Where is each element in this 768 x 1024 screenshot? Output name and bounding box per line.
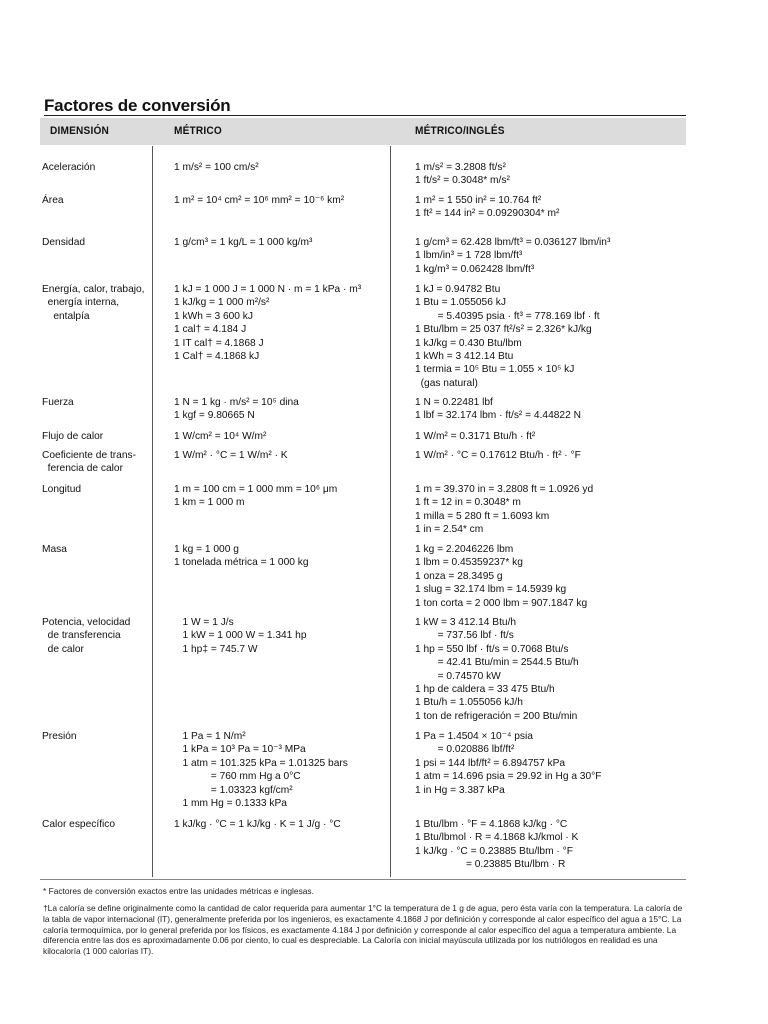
table-header (40, 118, 686, 145)
metric-english-cell: 1 Btu/lbm · °F = 4.1868 kJ/kg · °C 1 Btu/lbmol · R = 4.1868 kJ/kmol · K 1 kJ/kg · °C = 0.23885 Btu/lbm · °F = 0.23885 Btu/lbm · R (415, 819, 579, 871)
metric-cell: 1 m/s² = 100 cm/s² (174, 162, 259, 173)
column-divider-1 (152, 146, 153, 877)
dimension-cell: Aceleración (42, 162, 96, 173)
dimension-cell: Presión (42, 731, 77, 742)
metric-english-cell: 1 g/cm³ = 62.428 lbm/ft³ = 0.036127 lbm/in³ 1 lbm/in³ = 1 728 lbm/ft³ 1 kg/m³ = 0.062428 lbm/ft³ (415, 237, 611, 275)
metric-cell: 1 Pa = 1 N/m² 1 kPa = 10³ Pa = 10⁻³ MPa 1 atm = 101.325 kPa = 1.01325 bars = 760 mm Hg a 0°C = 1.03323 kgf/cm² 1 mm Hg = 0.1333 kPa (182, 731, 348, 810)
metric-english-cell: 1 m = 39.370 in = 3.2808 ft = 1.0926 yd 1 ft = 12 in = 0.3048* m 1 milla = 5 280 ft = 1.6093 km 1 in = 2.54* cm (415, 484, 594, 536)
metric-cell: 1 W/cm² = 10⁴ W/m² (174, 431, 267, 442)
title-rule (44, 115, 686, 116)
metric-english-cell: 1 N = 0.22481 lbf 1 lbf = 32.174 lbm · ft/s² = 4.44822 N (415, 397, 581, 422)
header-dimension: DIMENSIÓN (50, 125, 110, 137)
metric-english-cell: 1 m/s² = 3.2808 ft/s² 1 ft/s² = 0.3048* m/s² (415, 162, 510, 187)
header-metric: MÉTRICO (174, 125, 222, 137)
metric-cell: 1 g/cm³ = 1 kg/L = 1 000 kg/m³ (174, 237, 313, 248)
footnote-exact: * Factores de conversión exactos entre las unidades métricas e inglesas. (43, 886, 314, 896)
dimension-cell: Flujo de calor (42, 431, 104, 442)
metric-english-cell: 1 kJ = 0.94782 Btu 1 Btu = 1.055056 kJ = 5.40395 psia · ft³ = 778.169 lbf · ft 1 Btu/lbm = 25 037 ft²/s² = 2.326* kJ/kg 1 kJ/kg = 0.430 Btu/lbm 1 kWh = 3 412.14 Btu 1 termia = 10⁵ Btu = 1.055 × 10⁵ kJ (gas natural) (415, 284, 600, 389)
dimension-cell: Coeficiente de trans- ferencia de calor (42, 450, 137, 475)
dimension-cell: Potencia, velocidad de transferencia de calor (42, 617, 131, 655)
dimension-cell: Longitud (42, 484, 82, 495)
metric-cell: 1 m² = 10⁴ cm² = 10⁶ mm² = 10⁻⁶ km² (174, 195, 345, 206)
dimension-cell: Calor específico (42, 819, 116, 830)
dimension-cell: Masa (42, 544, 67, 555)
metric-cell: 1 kJ/kg · °C = 1 kJ/kg · K = 1 J/g · °C (174, 819, 341, 830)
dimension-cell: Energía, calor, trabajo, energía interna, entalpía (42, 284, 145, 322)
metric-english-cell: 1 W/m² = 0.3171 Btu/h · ft² (415, 431, 536, 442)
metric-english-cell: 1 kW = 3 412.14 Btu/h = 737.56 lbf · ft/s 1 hp = 550 lbf · ft/s = 0.7068 Btu/s = 42.41 Btu/min = 2544.5 Btu/h = 0.74570 kW 1 hp de caldera = 33 475 Btu/h 1 Btu/h = 1.055056 kJ/h 1 ton de refrigeración = 200 Btu/min (415, 617, 579, 722)
page-title: Factores de conversión (44, 96, 231, 115)
table-bottom-rule (40, 879, 686, 880)
metric-cell: 1 N = 1 kg · m/s² = 10⁵ dina 1 kgf = 9.80665 N (174, 397, 299, 422)
metric-english-cell: 1 m² = 1 550 in² = 10.764 ft² 1 ft² = 144 in² = 0.09290304* m² (415, 195, 560, 220)
metric-cell: 1 kg = 1 000 g 1 tonelada métrica = 1 000 kg (174, 544, 309, 569)
column-divider-2 (390, 146, 391, 877)
metric-english-cell: 1 Pa = 1.4504 × 10⁻⁴ psia = 0.020886 lbf/ft² 1 psi = 144 lbf/ft² = 6.894757 kPa 1 atm = 14.696 psia = 29.92 in Hg a 30°F 1 in Hg = 3.387 kPa (415, 731, 602, 796)
dimension-cell: Fuerza (42, 397, 74, 408)
metric-cell: 1 m = 100 cm = 1 000 mm = 10⁶ μm 1 km = 1 000 m (174, 484, 338, 509)
header-metric-english: MÉTRICO/INGLÉS (415, 125, 505, 137)
metric-cell: 1 kJ = 1 000 J = 1 000 N · m = 1 kPa · m³ 1 kJ/kg = 1 000 m²/s² 1 kWh = 3 600 kJ 1 cal† = 4.184 J 1 IT cal† = 4.1868 J 1 Cal† = 4.1868 kJ (174, 284, 362, 363)
footnote-calorie: †La caloría se define originalmente como la cantidad de calor requerida para aumentar 1°C la temperatura de 1 g de agua, pero ésta varía con la temperatura. La caloría de la tabla de vapor internacional (IT), generalmente preferida por los ingenieros, es exactamente 4.1868 J por definición y corresponde al calor específico del agua a 15°C. La caloría termoquímica, por lo general preferida por los físicos, es exactamente 4.184 J por definición y corresponde al calor específico del agua a temperatura ambiente. La diferencia entre las dos es aproximadamente 0.06 por ciento, lo cual es despreciable. La Caloría con inicial mayúscula utilizada por los nutriólogos en realidad es una kilocaloría (1 000 calorías IT). (43, 903, 683, 957)
metric-cell: 1 W/m² · °C = 1 W/m² · K (174, 450, 288, 461)
metric-english-cell: 1 W/m² · °C = 0.17612 Btu/h · ft² · °F (415, 450, 581, 461)
dimension-cell: Área (42, 195, 64, 206)
metric-english-cell: 1 kg = 2.2046226 lbm 1 lbm = 0.45359237* kg 1 onza = 28.3495 g 1 slug = 32.174 lbm = 14.5939 kg 1 ton corta = 2 000 lbm = 907.1847 kg (415, 544, 588, 609)
dimension-cell: Densidad (42, 237, 86, 248)
metric-cell: 1 W = 1 J/s 1 kW = 1 000 W = 1.341 hp 1 hp‡ = 745.7 W (182, 617, 307, 655)
